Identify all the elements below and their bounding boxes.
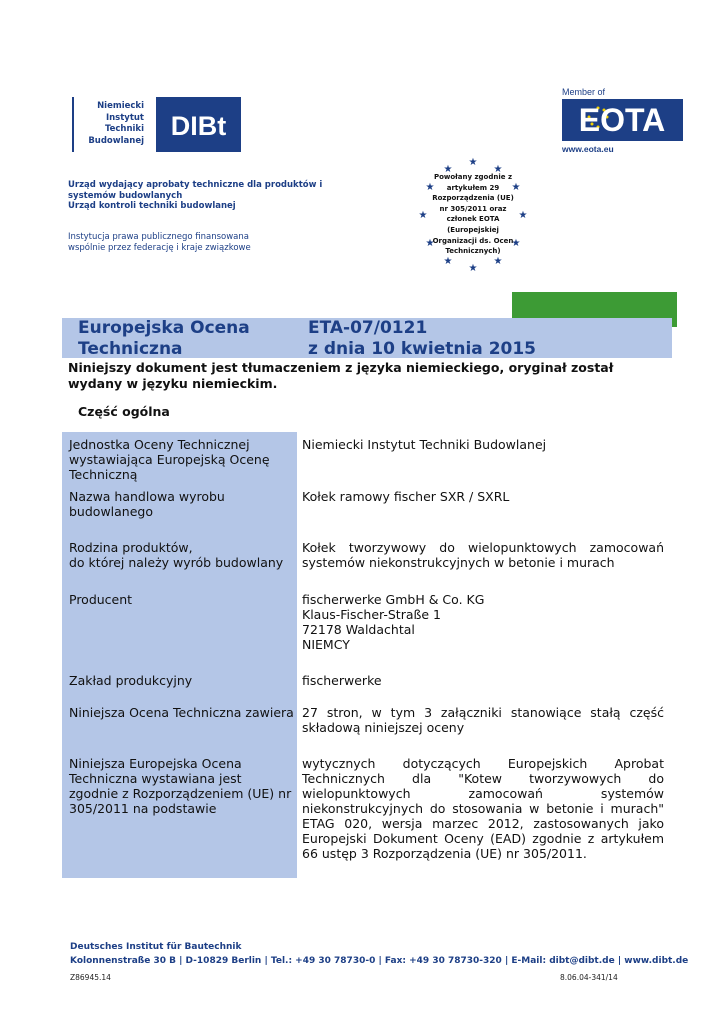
svg-text:★: ★ [511, 182, 521, 193]
row-value-manufacturer: fischerwerke GmbH & Co. KG Klaus-Fischer-Straße 1 72178 Waldachtal NIEMCY [302, 592, 485, 652]
row-label-manufacturer: Producent [69, 592, 133, 607]
svg-text:★: ★ [468, 263, 478, 274]
footer-address: Kolonnenstraße 30 B | D-10829 Berlin | Tel.: +49 30 78730-0 | Fax: +49 30 78730-320 | E-Mail: dibt@dibt.de | www.dibt.de [70, 956, 689, 966]
svg-text:★: ★ [511, 238, 521, 249]
svg-text:DIBt: DIBt [170, 111, 227, 141]
eta-number-title: ETA-07/0121 z dnia 10 kwietnia 2015 [308, 318, 537, 359]
svg-text:★: ★ [493, 164, 503, 175]
footer-organization: Deutsches Institut für Bautechnik [70, 942, 242, 952]
svg-text:EOTA: EOTA [578, 102, 666, 138]
row-value-legal-basis: wytycznych dotyczących Europejskich Aprobat Technicznych dla "Kotew tworzywowych do wielopunktowych zamocowań systemów niekonstrukcyjnych do stosowania w betonie i murach" ETAG 020, wersja marzec 2012, zastosowanych jako Europejski Dokument Oceny (EAD) zgodnie z artykułem 66 ustęp 3 Rozporządzenia (UE) nr 305/2011. [302, 756, 664, 861]
svg-text:★: ★ [468, 157, 478, 168]
svg-text:★: ★ [493, 256, 503, 267]
row-label-contents: Niniejsza Ocena Techniczna zawiera [69, 705, 294, 720]
svg-text:★: ★ [418, 210, 428, 221]
row-label-issuing-body: Jednostka Oceny Technicznej wystawiająca Europejską Ocenę Techniczną [69, 437, 270, 482]
appointment-note: Powołany zgodnie z artykułem 29 Rozporządzenia (UE) nr 305/2011 oraz członek EOTA (Europejskiej Organizacji ds. Ocen Technicznych) [432, 173, 514, 256]
reference-number: Z86945.14 [70, 973, 111, 982]
svg-text:★: ★ [518, 210, 528, 221]
file-number: 8.06.04-341/14 [560, 973, 618, 982]
institution-description: Instytucja prawa publicznego finansowana wspólnie przez federację i kraje związkowe [68, 232, 251, 253]
svg-text:★: ★ [443, 164, 453, 175]
row-label-plant: Zakład produkcyjny [69, 673, 193, 688]
translation-note: Niniejszy dokument jest tłumaczeniem z języka niemieckiego, oryginał został wydany w języku niemieckim. [68, 360, 614, 391]
row-label-legal-basis: Niniejsza Europejska Ocena Techniczna wystawiana jest zgodnie z Rozporządzeniem (UE) nr 305/2011 na podstawie [69, 756, 292, 816]
document-type-title: Europejska Ocena Techniczna [78, 318, 250, 359]
svg-text:★: ★ [425, 238, 435, 249]
svg-text:★: ★ [443, 256, 453, 267]
row-value-trade-name: Kołek ramowy fischer SXR / SXRL [302, 489, 510, 504]
svg-text:www.eota.eu: www.eota.eu [562, 144, 614, 154]
dibt-name: Niemiecki Instytut Techniki Budowlanej [88, 101, 144, 146]
row-label-trade-name: Nazwa handlowa wyrobu budowlanego [69, 489, 225, 519]
row-value-product-family: Kołek tworzywowy do wielopunktowych zamocowań systemów niekonstrukcyjnych w betonie i murach [302, 540, 664, 570]
dibt-divider [72, 97, 74, 152]
svg-text:★: ★ [425, 182, 435, 193]
row-value-contents: 27 stron, w tym 3 załączniki stanowiące stałą część składową niniejszej oceny [302, 705, 664, 735]
row-value-issuing-body: Niemiecki Instytut Techniki Budowlanej [302, 437, 547, 452]
office-description: Urząd wydający aprobaty techniczne dla produktów i systemów budowlanych Urząd kontroli techniki budowlanej [68, 180, 323, 211]
eota-logo [560, 84, 685, 156]
dibt-logo [156, 97, 241, 152]
row-label-product-family: Rodzina produktów, do której należy wyrób budowlany [69, 540, 284, 570]
section-title: Część ogólna [78, 404, 170, 419]
svg-text:Member of: Member of [562, 87, 606, 97]
row-value-plant: fischerwerke [302, 673, 382, 688]
